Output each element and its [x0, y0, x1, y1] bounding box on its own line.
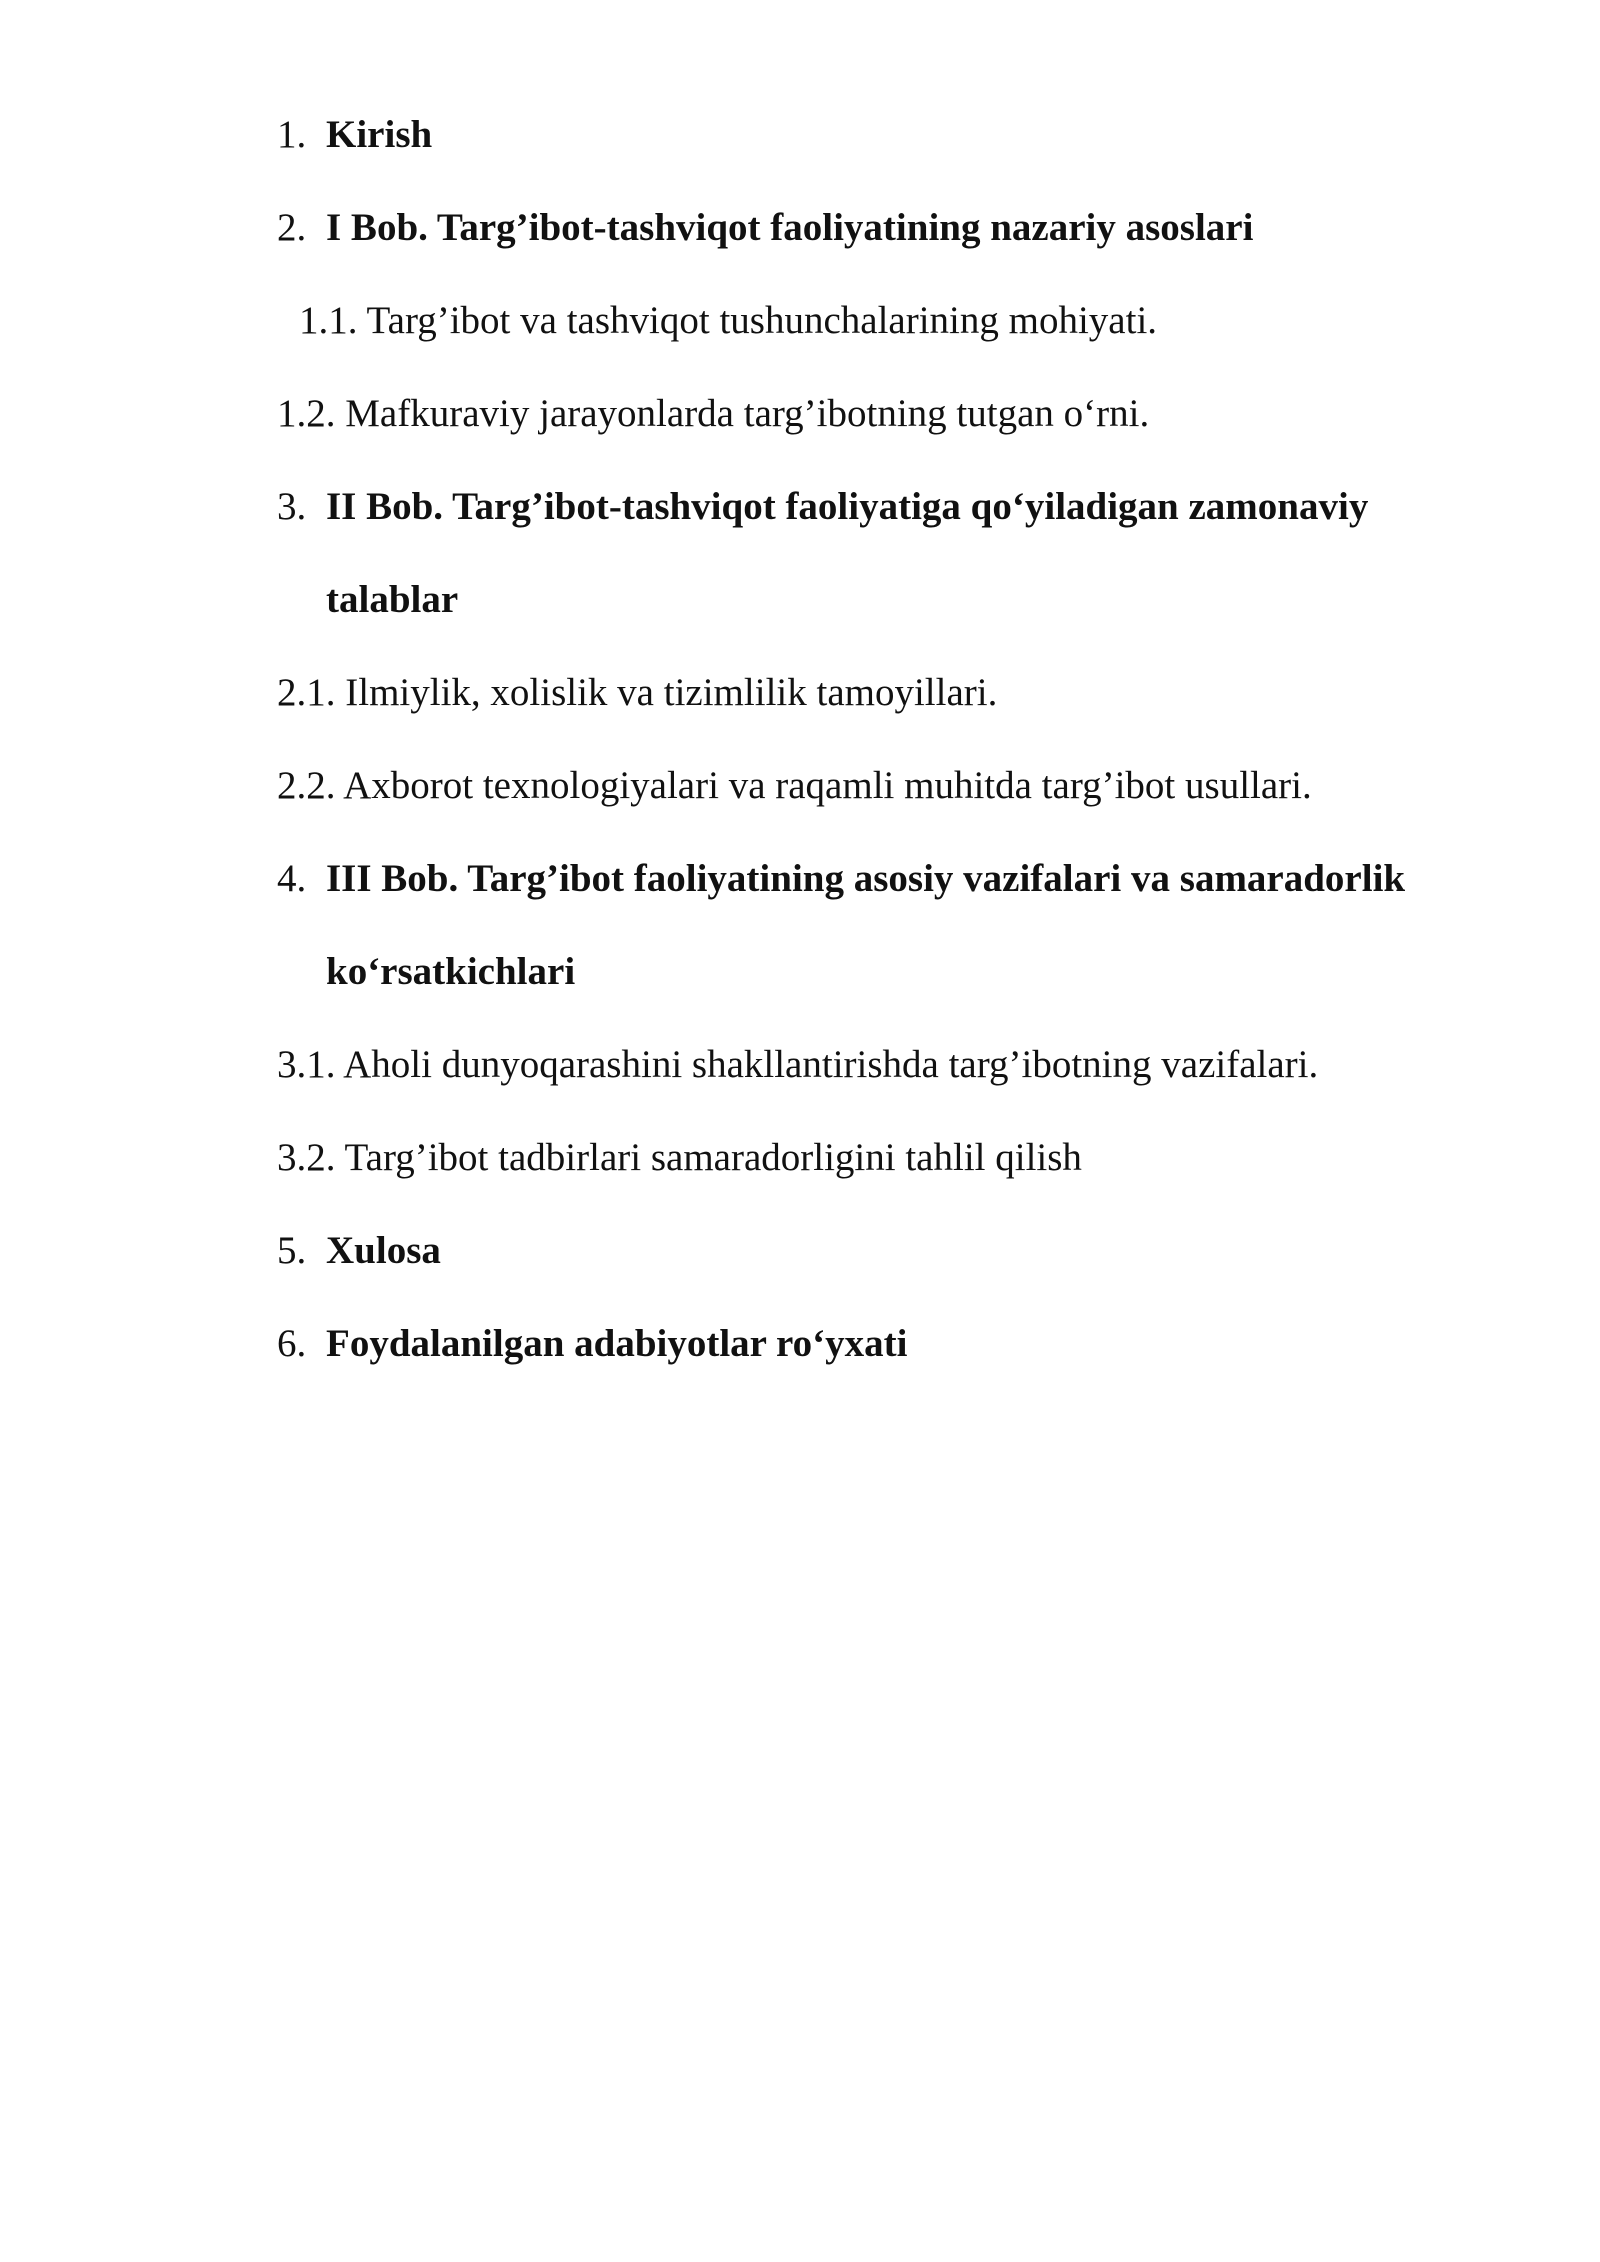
toc-subitem-number: 2.1.: [277, 671, 336, 714]
toc-heading-number: 1.: [277, 113, 307, 156]
toc-heading-text: I Bob. Targ’ibot-tashviqot faoliyatining nazariy asoslari: [326, 206, 1254, 249]
toc-subitem-1-2: [277, 367, 1477, 460]
toc-subitem-3-2: [277, 1111, 1477, 1204]
toc-heading-text: II Bob. Targ’ibot-tashviqot faoliyatiga qo‘yiladigan zamonaviy talablar: [326, 485, 1369, 621]
toc-subitem-number: 2.2.: [277, 764, 336, 807]
toc-heading-chapter-1: [277, 181, 1477, 274]
toc-subitem-3-1: [277, 1018, 1477, 1111]
toc-heading-chapter-2: [277, 460, 1477, 646]
toc-heading-number: 4.: [277, 857, 307, 900]
toc-subitem-text: Targ’ibot va tashviqot tushunchalarining mohiyati.: [366, 299, 1158, 342]
toc-heading-text: Xulosa: [326, 1229, 441, 1272]
toc-heading-text: Foydalanilgan adabiyotlar ro‘yxati: [326, 1322, 908, 1365]
toc-heading-chapter-3: [277, 832, 1477, 1018]
toc-heading-kirish: [277, 88, 1477, 181]
toc-heading-number: 2.: [277, 206, 307, 249]
toc-subitem-text: Ilmiylik, xolislik va tizimlilik tamoyillari.: [345, 671, 998, 714]
toc-subitem-text: Mafkuraviy jarayonlarda targ’ibotning tutgan o‘rni.: [345, 392, 1150, 435]
toc-subitem-number: 3.1.: [277, 1043, 336, 1086]
toc-subitem-2-2: [277, 739, 1477, 832]
toc-subitem-text: Targ’ibot tadbirlari samaradorligini tahlil qilish: [344, 1136, 1082, 1179]
toc-heading-xulosa: [277, 1204, 1477, 1297]
toc-subitem-number: 1.1.: [299, 299, 358, 342]
toc-subitem-number: 3.2.: [277, 1136, 336, 1179]
table-of-contents: [277, 88, 1477, 1390]
toc-subitem-text: Aholi dunyoqarashini shakllantirishda targ’ibotning vazifalari.: [343, 1043, 1319, 1086]
toc-subitem-1-1: [277, 274, 1477, 367]
toc-heading-number: 3.: [277, 485, 307, 528]
toc-heading-number: 6.: [277, 1322, 307, 1365]
toc-heading-number: 5.: [277, 1229, 307, 1272]
toc-subitem-text: Axborot texnologiyalari va raqamli muhitda targ’ibot usullari.: [343, 764, 1312, 807]
toc-heading-bibliography: [277, 1297, 1477, 1390]
toc-subitem-number: 1.2.: [277, 392, 336, 435]
toc-subitem-2-1: [277, 646, 1477, 739]
toc-heading-text: Kirish: [326, 113, 433, 156]
toc-heading-text: III Bob. Targ’ibot faoliyatining asosiy vazifalari va samaradorlik ko‘rsatkichlari: [326, 857, 1406, 993]
